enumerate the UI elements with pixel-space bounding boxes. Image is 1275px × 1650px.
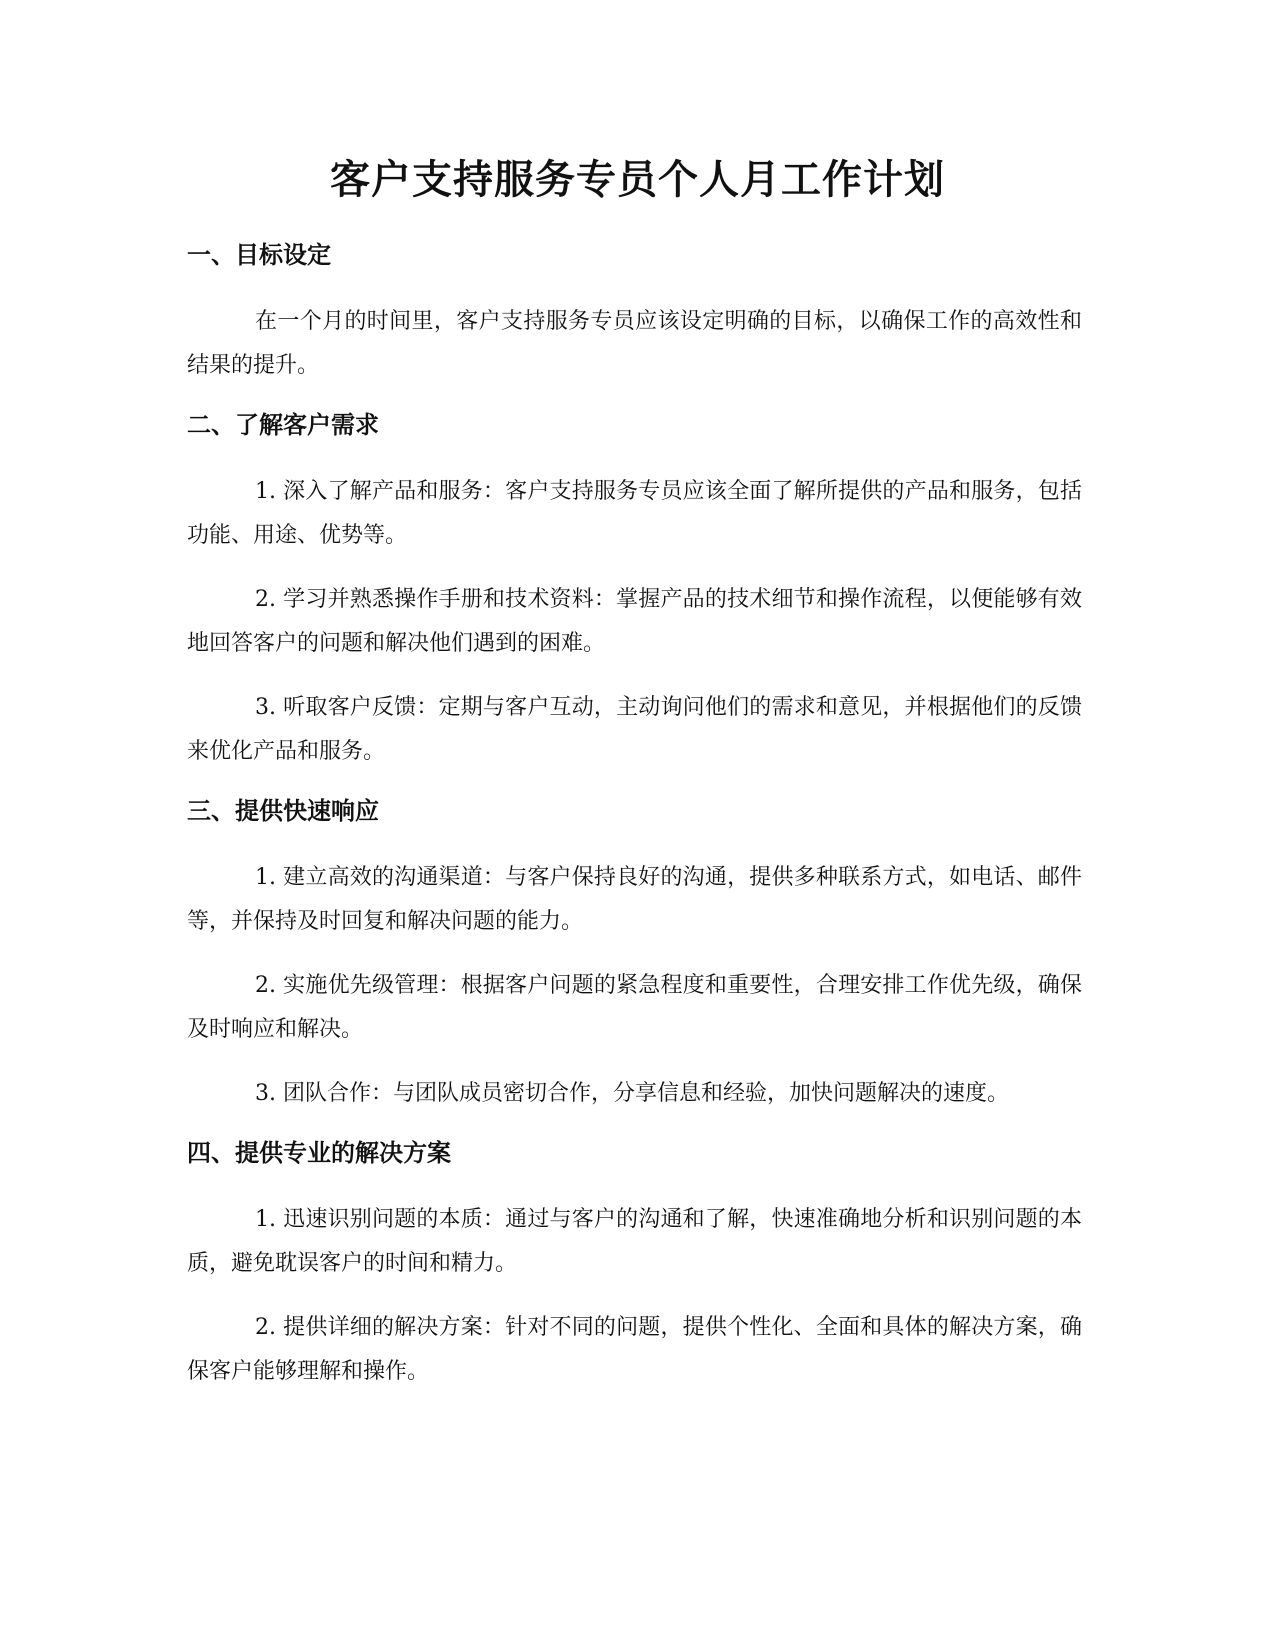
paragraph: 1. 建立高效的沟通渠道：与客户保持良好的沟通，提供多种联系方式，如电话、邮件等，并保持及时回复和解决问题的能力。 xyxy=(187,865,1082,934)
section-fast-response xyxy=(187,794,1082,1116)
paragraph: 3. 团队合作：与团队成员密切合作，分享信息和经验，加快问题解决的速度。 xyxy=(255,1081,1009,1106)
paragraph: 2. 学习并熟悉操作手册和技术资料：掌握产品的技术细节和操作流程，以便能够有效地回答客户的问题和解决他们遇到的困难。 xyxy=(187,587,1082,656)
section-heading: 一、目标设定 xyxy=(187,241,331,269)
section-heading: 四、提供专业的解决方案 xyxy=(187,1139,451,1167)
document-body xyxy=(187,238,1082,1414)
paragraph: 3. 听取客户反馈：定期与客户互动，主动询问他们的需求和意见，并根据他们的反馈来优化产品和服务。 xyxy=(187,695,1082,764)
section-heading: 二、了解客户需求 xyxy=(187,411,379,439)
paragraph: 在一个月的时间里，客户支持服务专员应该设定明确的目标，以确保工作的高效性和结果的提升。 xyxy=(187,309,1082,378)
section-goal-setting xyxy=(187,238,1082,388)
paragraph: 2. 实施优先级管理：根据客户问题的紧急程度和重要性，合理安排工作优先级，确保及时响应和解决。 xyxy=(187,973,1082,1042)
paragraph: 1. 迅速识别问题的本质：通过与客户的沟通和了解，快速准确地分析和识别问题的本质，避免耽误客户的时间和精力。 xyxy=(187,1207,1082,1276)
section-professional-solutions xyxy=(187,1136,1082,1394)
document-title: 客户支持服务专员个人月工作计划 xyxy=(330,157,945,203)
section-customer-needs xyxy=(187,408,1082,774)
paragraph: 1. 深入了解产品和服务：客户支持服务专员应该全面了解所提供的产品和服务，包括功能、用途、优势等。 xyxy=(187,479,1082,548)
section-heading: 三、提供快速响应 xyxy=(187,797,379,825)
paragraph: 2. 提供详细的解决方案：针对不同的问题，提供个性化、全面和具体的解决方案，确保客户能够理解和操作。 xyxy=(187,1315,1082,1384)
